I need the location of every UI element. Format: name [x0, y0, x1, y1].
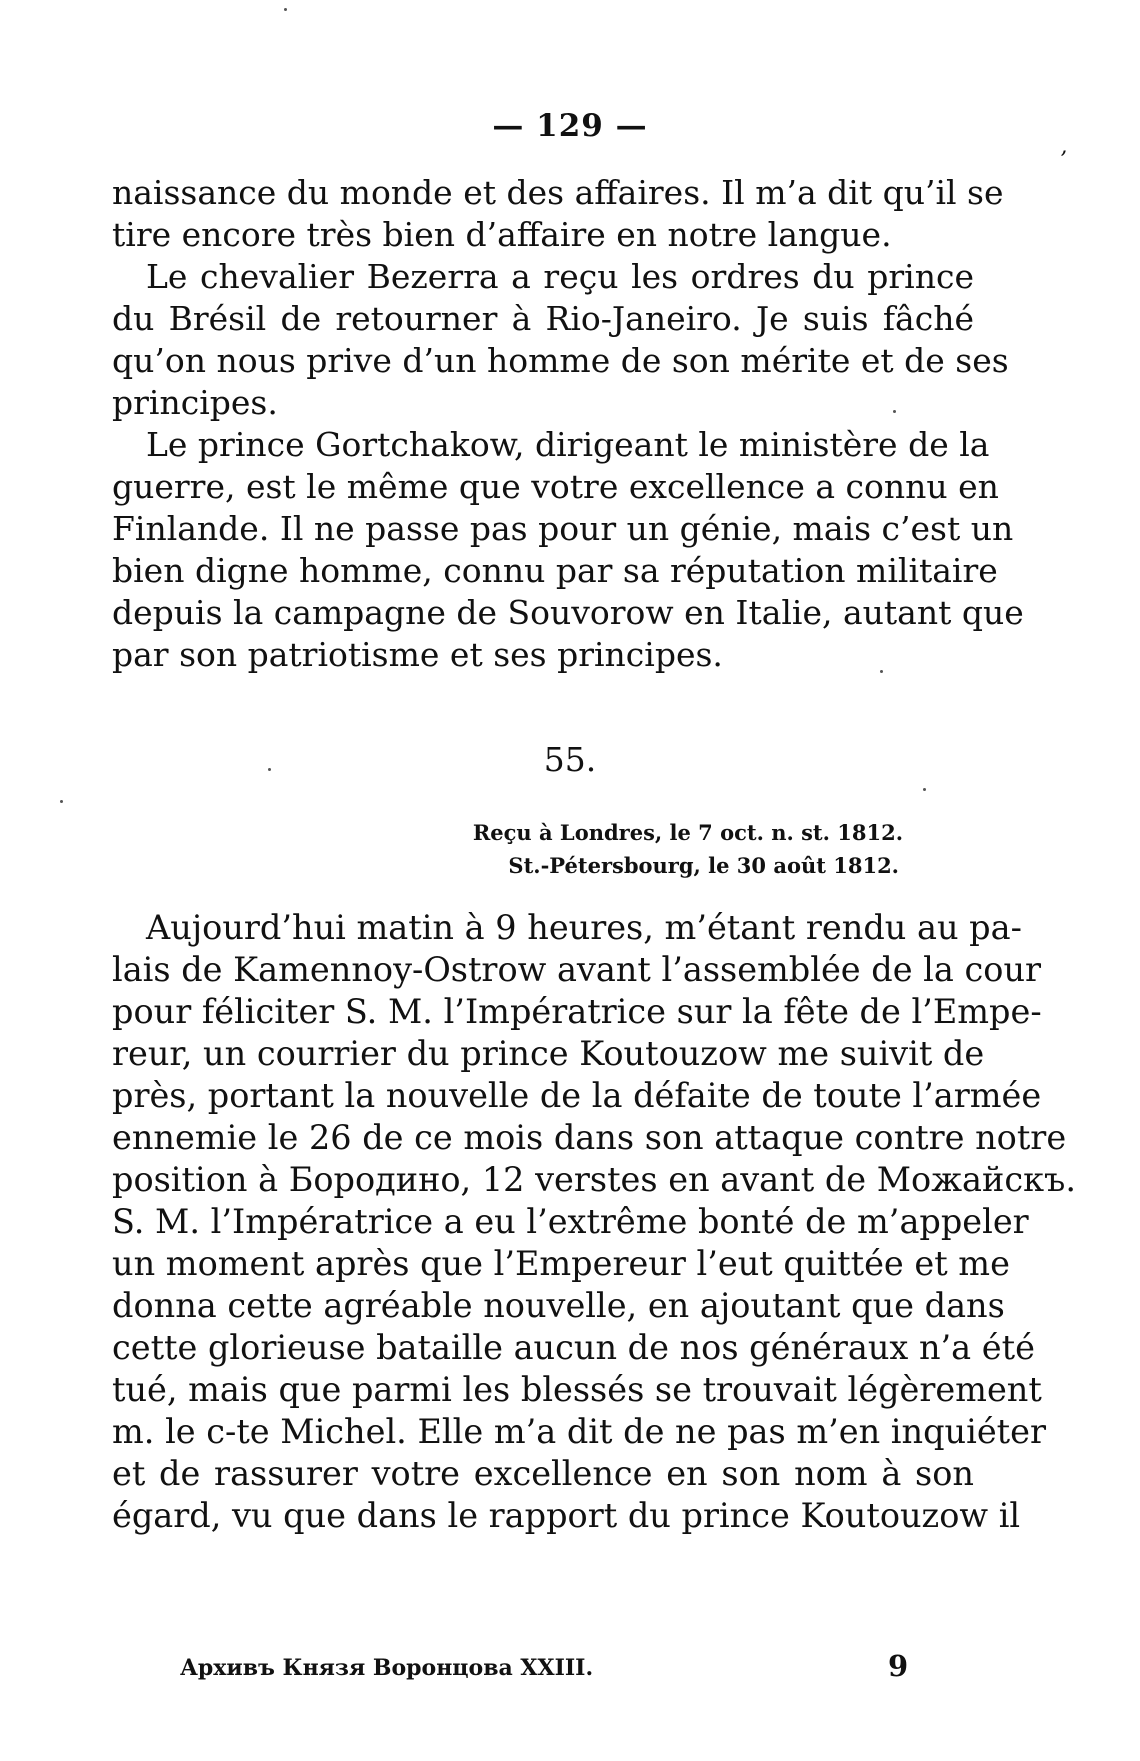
- text-line: donna cette agréable nouvelle, en ajoutant que dans: [112, 1286, 1005, 1325]
- text-line: principes.: [112, 383, 278, 422]
- text-line: lais de Kamennoy-Ostrow avant l’assemblée de la cour: [112, 950, 1042, 989]
- text-line: Aujourd’hui matin à 9 heures, m’étant rendu au pa-: [146, 908, 1022, 947]
- text-line: Le chevalier Bezerra a reçu les ordres du prince: [146, 257, 974, 296]
- scan-speck: [893, 410, 896, 413]
- text-line: Le prince Gortchakow, dirigeant le ministère de la: [146, 425, 990, 464]
- signature-line: Архивъ Князя Воронцова XXIII.: [180, 1655, 594, 1681]
- scan-speck: [880, 670, 883, 673]
- text-line: et de rassurer votre excellence en son nom à son: [112, 1454, 974, 1493]
- scan-speck: [268, 768, 271, 771]
- dateline-received: Reçu à Londres, le 7 oct. n. st. 1812.: [472, 820, 903, 845]
- text-line: pour féliciter S. M. l’Impératrice sur la fête de l’Empe-: [112, 992, 1042, 1031]
- text-line: cette glorieuse bataille aucun de nos généraux n’a été: [112, 1328, 1035, 1367]
- text-line: depuis la campagne de Souvorow en Italie, autant que: [112, 593, 1024, 632]
- text-line: un moment après que l’Empereur l’eut quittée et me: [112, 1244, 1010, 1283]
- text-line: près, portant la nouvelle de la défaite de toute l’armée: [112, 1076, 1042, 1115]
- scan-speck: [60, 800, 63, 803]
- text-line: naissance du monde et des affaires. Il m’a dit qu’il se: [112, 173, 1004, 212]
- sheet-number: 9: [888, 1649, 909, 1683]
- text-line: ennemie le 26 de ce mois dans son attaque contre notre: [112, 1118, 1067, 1157]
- margin-mark: ’: [1060, 148, 1067, 173]
- dateline-sent: St.-Pétersbourg, le 30 août 1812.: [508, 853, 899, 878]
- text-line: par son patriotisme et ses principes.: [112, 635, 723, 674]
- text-line: égard, vu que dans le rapport du prince Koutouzow il: [112, 1496, 1021, 1535]
- letter-number: 55.: [543, 740, 597, 779]
- text-line: tué, mais que parmi les blessés se trouvait légèrement: [112, 1370, 1042, 1409]
- scan-speck: [923, 788, 926, 791]
- text-line: tire encore très bien d’affaire en notre langue.: [112, 215, 892, 254]
- text-line: qu’on nous prive d’un homme de son mérite et de ses: [112, 341, 1009, 380]
- text-line: reur, un courrier du prince Koutouzow me suivit de: [112, 1034, 985, 1073]
- bottom-paragraphs: [112, 907, 1076, 1537]
- top-paragraphs: [112, 172, 1024, 676]
- text-line: position à Бородино, 12 verstes en avant de Можайскъ.: [112, 1160, 1076, 1199]
- text-line: Finlande. Il ne passe pas pour un génie, mais c’est un: [112, 509, 1014, 548]
- text-line: bien digne homme, connu par sa réputation militaire: [112, 551, 998, 590]
- page-number-header: — 129 —: [492, 108, 648, 144]
- text-line: guerre, est le même que votre excellence a connu en: [112, 467, 999, 506]
- scan-speck: [284, 8, 287, 11]
- text-line: du Brésil de retourner à Rio-Janeiro. Je suis fâché: [112, 299, 974, 338]
- text-line: S. M. l’Impératrice a eu l’extrême bonté de m’appeler: [112, 1202, 1029, 1241]
- text-line: m. le c-te Michel. Elle m’a dit de ne pas m’en inquiéter: [112, 1412, 1046, 1451]
